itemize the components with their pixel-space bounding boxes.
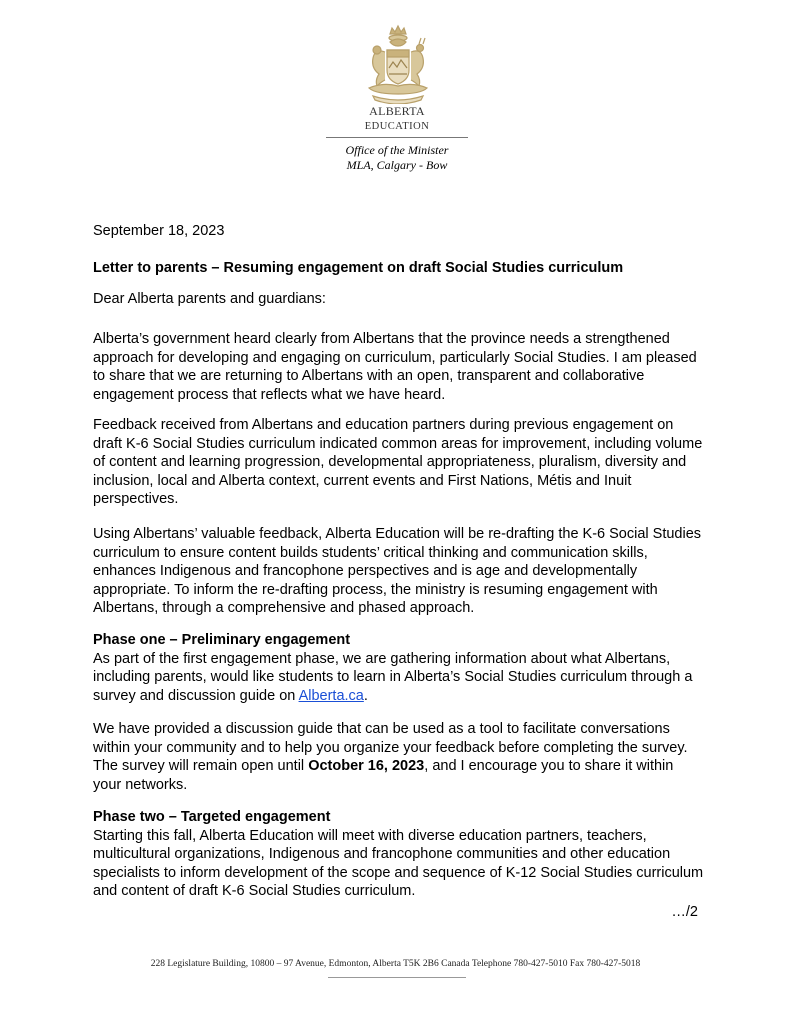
alberta-ca-link[interactable]: Alberta.ca <box>298 687 364 704</box>
letter-salutation: Dear Alberta parents and guardians: <box>93 291 326 307</box>
department-subtitle: EDUCATION <box>364 121 430 132</box>
phase-one-heading: Phase one – Preliminary engagement <box>93 632 351 648</box>
phase-one-text <box>93 650 705 706</box>
alberta-coat-of-arms-icon <box>359 24 437 104</box>
phase-two-text: Starting this fall, Alberta Education will meet with diverse education partners, teachers, multicultural organizations, Indigenous and francophone communities and other education specialists to inform development of the scope and sequence of K-12 Social Studies curriculum and content of draft K-6 Social Studies curriculum. <box>93 827 704 899</box>
phase-one-end: . <box>363 687 368 704</box>
paragraph-discussion-guide <box>93 720 705 794</box>
office-riding: MLA, Calgary - Bow <box>346 158 448 172</box>
paragraph-text: Alberta’s government heard clearly from Albertans that the province needs a strengthened approach for developing and engaging on curriculum, particularly Social Studies. I am pleased to share that we are returning to Albertans with an open, transparent and collaborative engagement process that reflects what we have heard. <box>93 331 697 403</box>
footer-address: 228 Legislature Building, 10800 – 97 Avenue, Edmonton, Alberta T5K 2B6 Canada Telephone 780-427-5010 Fax 780-427-5018 <box>150 959 641 969</box>
letter-subject: Letter to parents – Resuming engagement on draft Social Studies curriculum <box>93 260 624 276</box>
survey-text-end: , and I encourage you to share it within your networks. <box>93 758 674 793</box>
page-continuation: …/2 <box>671 904 698 920</box>
letterhead-divider <box>326 137 468 138</box>
footer-divider <box>328 977 466 978</box>
paragraph-feedback <box>93 416 705 509</box>
paragraph-text: Using Albertans’ valuable feedback, Alberta Education will be re-drafting the K-6 Social Studies curriculum to ensure content builds students’ critical thinking and communication skills, enhances Indigenous and francophone perspectives and is age and developmentally appropriate. To inform the re-drafting process, the ministry is resuming engagement with Albertans, through a comprehensive and phased approach. <box>93 526 702 616</box>
phase-one-body: As part of the first engagement phase, we are gathering information about what Albertans, including parents, would like students to learn in Alberta’s Social Studies curriculum through a survey and discussion guide on <box>93 650 693 704</box>
letter-date: September 18, 2023 <box>93 223 225 239</box>
paragraph-text <box>93 720 705 794</box>
department-name: ALBERTA <box>369 104 425 118</box>
survey-text-start: We have provided a discussion guide that can be used as a tool to facilitate conversations within your community and to help you organize your feedback before completing the survey. The survey will remain open until <box>93 721 688 774</box>
paragraph-text: Feedback received from Albertans and education partners during previous engagement on draft K-6 Social Studies curriculum indicated common areas for improvement, including volume of content and learning progression, developmental appropriateness, pluralism, diversity and inclusion, local and Alberta context, current events and First Nations, Métis and Inuit perspectives. <box>93 417 703 507</box>
survey-deadline: October 16, 2023 <box>308 758 425 774</box>
section-phase-one <box>93 631 705 705</box>
phase-two-heading: Phase two – Targeted engagement <box>93 809 331 825</box>
section-phase-two <box>93 808 705 901</box>
paragraph-redrafting <box>93 525 705 618</box>
office-title: Office of the Minister <box>345 143 449 157</box>
paragraph-intro <box>93 330 705 404</box>
